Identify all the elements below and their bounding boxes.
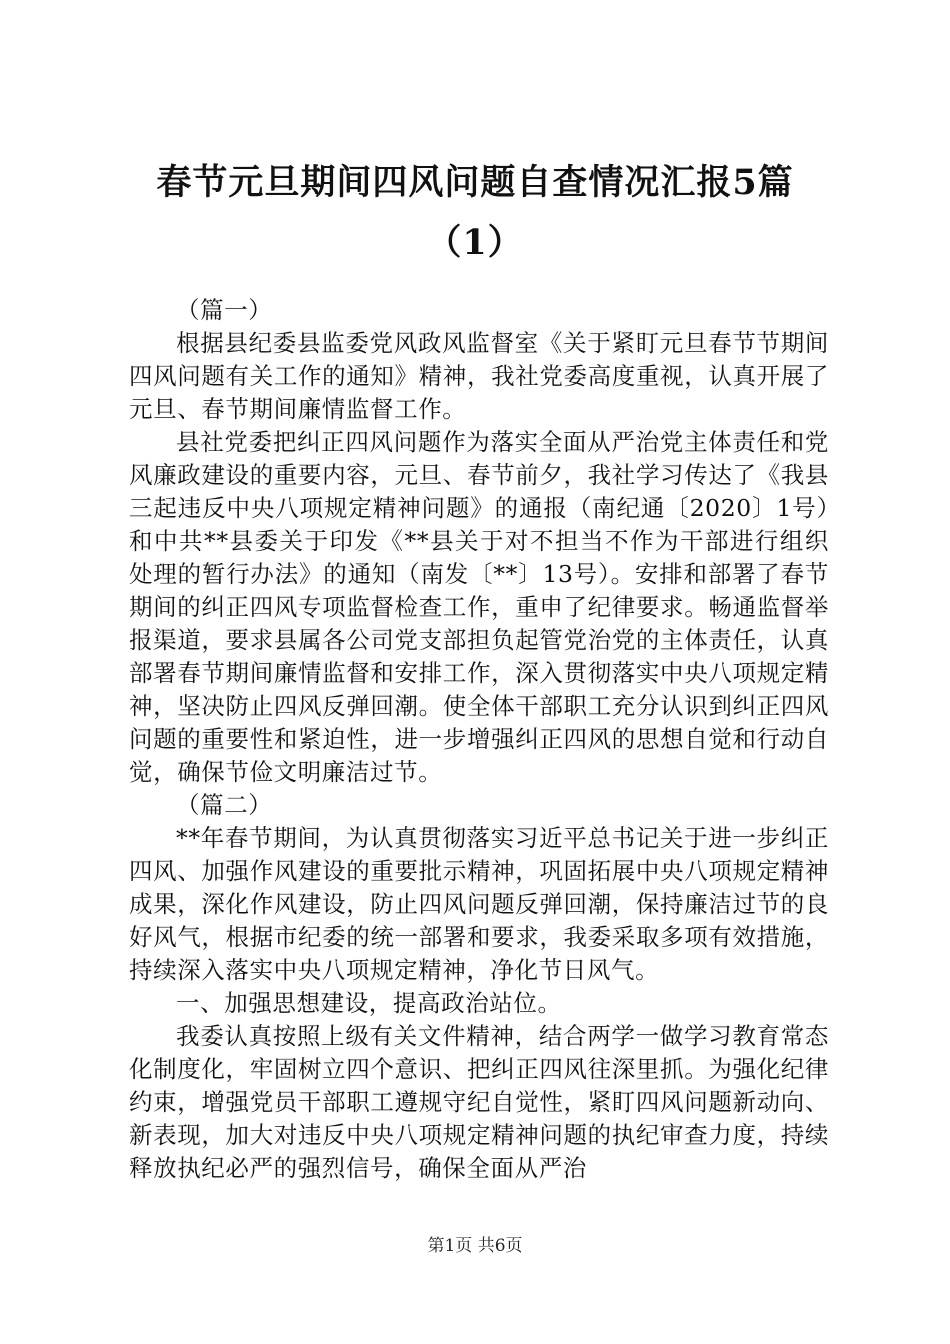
document-title-line1: 春节元旦期间四风问题自查情况汇报5篇 [156,162,794,203]
document-body [129,294,829,1185]
paragraph-4: 我委认真按照上级有关文件精神，结合两学一做学习教育常态化制度化，牢固树立四个意识、把纠正四风往深里抓。为强化纪律约束，增强党员干部职工遵规守纪自觉性，紧盯四风问题新动向、新表现，加大对违反中央八项规定精神问题的执纪审查力度，持续释放执纪必严的强烈信号，确保全面从严治 [129,1022,829,1182]
paragraph-2: 县社党委把纠正四风问题作为落实全面从严治党主体责任和党风廉政建设的重要内容，元旦、春节前夕，我社学习传达了《我县三起违反中央八项规定精神问题》的通报（南纪通〔2020〕1号）和中共**县委关于印发《**县关于对不担当不作为干部进行组织处理的暂行办法》的通知（南发〔**〕13号）。安排和部署了春节期间的纠正四风专项监督检查工作，重申了纪律要求。畅通监督举报渠道，要求县属各公司党支部担负起管党治党的主体责任，认真部署春节期间廉情监督和安排工作，深入贯彻落实中央八项规定精神，坚决防止四风反弹回潮。使全体干部职工充分认识到纠正四风问题的重要性和紧迫性，进一步增强纠正四风的思想自觉和行动自觉，确保节俭文明廉洁过节。 [129,428,829,786]
section-heading-part1: （篇一） [176,296,273,324]
section-heading-part2: （篇二） [176,791,273,819]
document-title-line2: （1） [426,222,524,263]
paragraph-3: **年春节期间，为认真贯彻落实习近平总书记关于进一步纠正四风、加强作风建设的重要批示精神，巩固拓展中央八项规定精神成果，深化作风建设，防止四风问题反弹回潮，保持廉洁过节的良好风气，根据市纪委的统一部署和要求，我委采取多项有效措施，持续深入落实中央八项规定精神，净化节日风气。 [129,824,829,984]
paragraph-1: 根据县纪委县监委党风政风监督室《关于紧盯元旦春节节期间四风问题有关工作的通知》精神，我社党委高度重视，认真开展了元旦、春节期间廉情监督工作。 [129,329,829,423]
subheading-1: 一、加强思想建设，提高政治站位。 [176,989,562,1017]
page-footer: 第1页 共6页 [427,1236,523,1256]
